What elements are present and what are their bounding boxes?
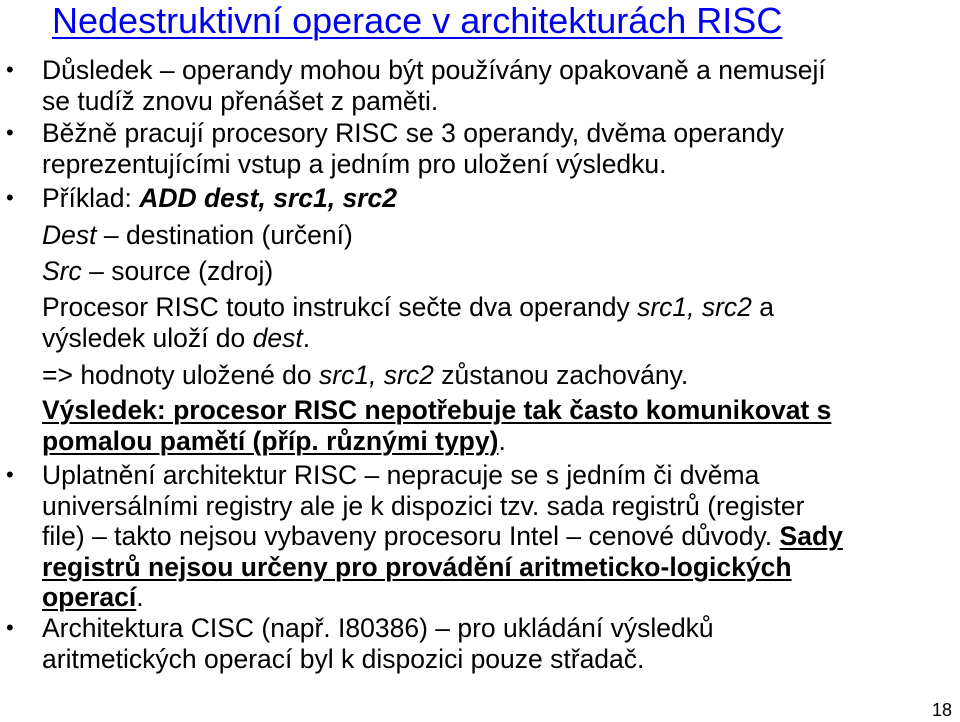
- text-line: Důsledek – operandy mohou být používány opakovaně a nemusejí: [42, 55, 826, 85]
- text-segment: => hodnoty uložené do: [42, 360, 320, 390]
- src-description: – source (zdroj): [81, 256, 274, 286]
- dest-definition: [42, 220, 960, 251]
- emphasis-text: Sady: [779, 521, 843, 551]
- src-term: Src: [42, 256, 82, 286]
- src-definition: [42, 256, 960, 287]
- text-segment: a: [751, 292, 775, 322]
- bullet-item-1: [42, 55, 960, 116]
- example-code: ADD dest, src1, src2: [139, 183, 397, 213]
- bullet-point: •: [6, 615, 14, 640]
- dest-description: – destination (určení): [96, 220, 353, 250]
- operand-names: src1, src2: [637, 292, 752, 322]
- text-line: se tudíž znovu přenášet z paměti.: [42, 85, 439, 116]
- bullet-point: •: [6, 120, 14, 145]
- result-statement: [42, 395, 960, 456]
- text-segment: zůstanou zachovány.: [433, 360, 689, 390]
- text-segment: Procesor RISC touto instrukcí sečte dva operandy: [42, 292, 638, 322]
- text-segment: file) – takto nejsou vybaveny procesoru Intel – cenové důvody.: [42, 521, 780, 551]
- emphasis-line: registrů nejsou určeny pro provádění aritmeticko-logických: [42, 551, 792, 582]
- text-line: universálními registry ale je k dispozici tzv. sada registrů (register: [42, 490, 805, 521]
- bullet-item-2: [42, 118, 960, 179]
- slide-title: Nedestruktivní operace v architekturách RISC: [52, 0, 783, 41]
- operand-names: src1, src2: [319, 360, 434, 390]
- text-segment: .: [498, 425, 506, 456]
- emphasis-text: operací: [42, 582, 137, 612]
- text-segment: výsledek uloží do: [42, 322, 253, 353]
- text-segment: .: [302, 322, 311, 353]
- dest-term: Dest: [42, 220, 97, 250]
- example-line: [42, 183, 960, 214]
- text-line: reprezentujícími vstup a jedním pro uložení výsledku.: [42, 148, 667, 179]
- text-line: Běžně pracují procesory RISC se 3 operandy, dvěma operandy: [42, 118, 784, 148]
- dest-name: dest: [252, 322, 303, 353]
- page-number: 18: [931, 700, 952, 720]
- bullet-item-4: [42, 460, 960, 613]
- bullet-item-5: [42, 613, 960, 674]
- preserved-values-note: [42, 360, 960, 391]
- bullet-point: •: [6, 462, 14, 487]
- text-line: Uplatnění architektur RISC – nepracuje se s jedním či dvěma: [42, 460, 760, 490]
- text-line: aritmetických operací byl k dispozici pouze střadač.: [42, 643, 645, 674]
- bullet-point: •: [6, 185, 14, 210]
- result-line: Výsledek: procesor RISC nepotřebuje tak často komunikovat s: [42, 395, 832, 425]
- bullet-point: •: [6, 57, 14, 82]
- example-prefix: Příklad:: [42, 183, 140, 213]
- text-line: Architektura CISC (např. I80386) – pro ukládání výsledků: [42, 613, 714, 643]
- processor-explanation: [42, 292, 960, 353]
- result-line: pomalou pamětí (příp. různými typy): [42, 425, 499, 456]
- bullet-item-3: [42, 183, 960, 214]
- text-segment: .: [136, 582, 144, 612]
